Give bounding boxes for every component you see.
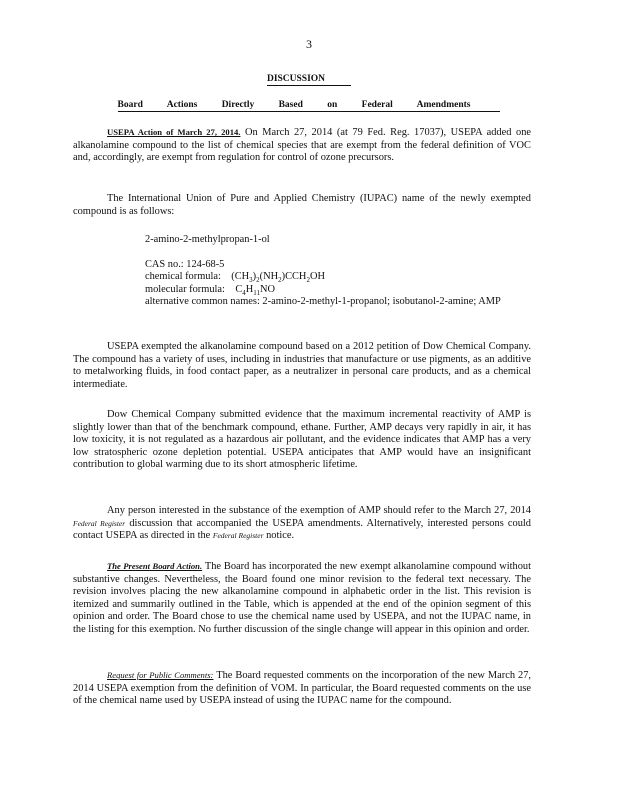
paragraph-lead: The Present Board Action. (107, 561, 203, 571)
paragraph-text: Dow Chemical Company submitted evidence that the maximum incremental reactivity of AMP is slightly lower than that of the benchmark compound, ethane. Further, AMP decays very rapidly in air, it has low toxicity, it is not regulated as a hazardous air pollutant, and the evidence indicates that AMP has a very low stratospheric ozone depletion potential. USEPA anticipates that AMP would have an insignificant contribution to global warming due to its short atmospheric lifetime. (73, 409, 531, 471)
formula-subscript: 2 (306, 276, 310, 285)
paragraph-interested-persons (73, 505, 531, 543)
paragraph-text: USEPA exempted the alkanolamine compound based on a 2012 petition of Dow Chemical Company. The compound has a variety of uses, including in industries that manufacture or use pigments, as an additive to metalworking fluids, in food contact paper, as a neutralizer in personal care products, and as a chemical intermediate. (73, 341, 531, 390)
paragraph-exemption-basis (73, 341, 531, 391)
paragraph-present-board-action (73, 560, 531, 637)
molecular-formula (145, 284, 535, 297)
formula-part: C (235, 283, 243, 295)
paragraph-lead: USEPA Action of March 27, 2014. (107, 127, 241, 137)
formula-subscript: 11 (253, 288, 261, 297)
formula-part: )CCH (281, 271, 307, 283)
formula-label: chemical formula: (145, 271, 221, 283)
formula-part: H (245, 283, 254, 295)
cas-number: CAS no.: 124-68-5 (145, 258, 225, 270)
paragraph-text: On March 27, 2014 (at 79 Fed. Reg. 17037), USEPA added one alkanolamine compound to the list of chemical species that are exempt from the federal definition of VOC and, accordingly, are exempt from regulation for control of ozone precursors. (73, 127, 531, 164)
section-subheading (0, 100, 618, 110)
chemical-info-block (145, 234, 535, 309)
paragraph-dow-evidence (73, 409, 531, 472)
paragraph-lead: Request for Public Comments: (107, 670, 214, 680)
paragraph-text: Any person interested in the substance of the exemption of AMP should refer to the March 27, 2014 (107, 505, 531, 516)
formula-part: (CH (231, 271, 250, 283)
formula-part: ) (252, 271, 257, 283)
chemical-formula (145, 271, 535, 284)
formula-subscript: 2 (256, 276, 260, 285)
paragraph-usepa-action (73, 126, 531, 165)
page-number: 3 (306, 37, 312, 51)
paragraph-public-comments (73, 669, 531, 708)
formula-subscript: 4 (242, 288, 246, 297)
heading-text: DISCUSSION (267, 74, 351, 86)
formula-subscript: 3 (249, 276, 253, 285)
paragraph-text: The International Union of Pure and Applied Chemistry (IUPAC) name of the newly exempted compound is as follows: (73, 193, 531, 217)
formula-part: OH (309, 271, 325, 283)
formula-subscript: 2 (278, 276, 282, 285)
formula-part: NO (260, 283, 276, 295)
section-heading (0, 74, 618, 84)
paragraph-text: The Board requested comments on the incorporation of the new March 27, 2014 USEPA exemption from the definition of VOM. In particular, the Board requested comments on the use of the chemical name used by USEPA instead of using the IUPAC name for the compound. (73, 670, 531, 707)
paragraph-iupac-intro (73, 193, 531, 218)
molecular-formula-label: molecular formula: (145, 283, 225, 295)
paragraph-text: notice. (266, 530, 295, 542)
subheading-text: Board Actions Directly Based on Federal Amendments (118, 100, 501, 112)
federal-register-citation: Federal Register (212, 531, 264, 541)
iupac-name: 2-amino-2-methylpropan-1-ol (145, 234, 270, 245)
alternative-names: alternative common names: 2-amino-2-methyl-1-propanol; isobutanol-2-amine; AMP (145, 296, 501, 308)
paragraph-text: discussion that accompanied the USEPA amendments. Alternatively, interested persons could contact USEPA as directed in the (73, 517, 531, 542)
federal-register-citation: Federal Register (73, 518, 126, 528)
formula-part: (NH (259, 271, 279, 283)
paragraph-text: The Board has incorporated the new exempt alkanolamine compound without substantive changes. Nevertheless, the Board found one minor revision to the federal text necessary. The revision involves placing the new alkanolamine compound in alphabetic order in the list. This revision is itemized and summarily outlined in the Table, which is appended at the end of the opinion segment of this opinion and order. The Board chose to use the chemical name used by USEPA, and not the IUPAC name, in the listing for this exemption. No further discussion of the single change will appear in this opinion and order. (73, 561, 531, 635)
